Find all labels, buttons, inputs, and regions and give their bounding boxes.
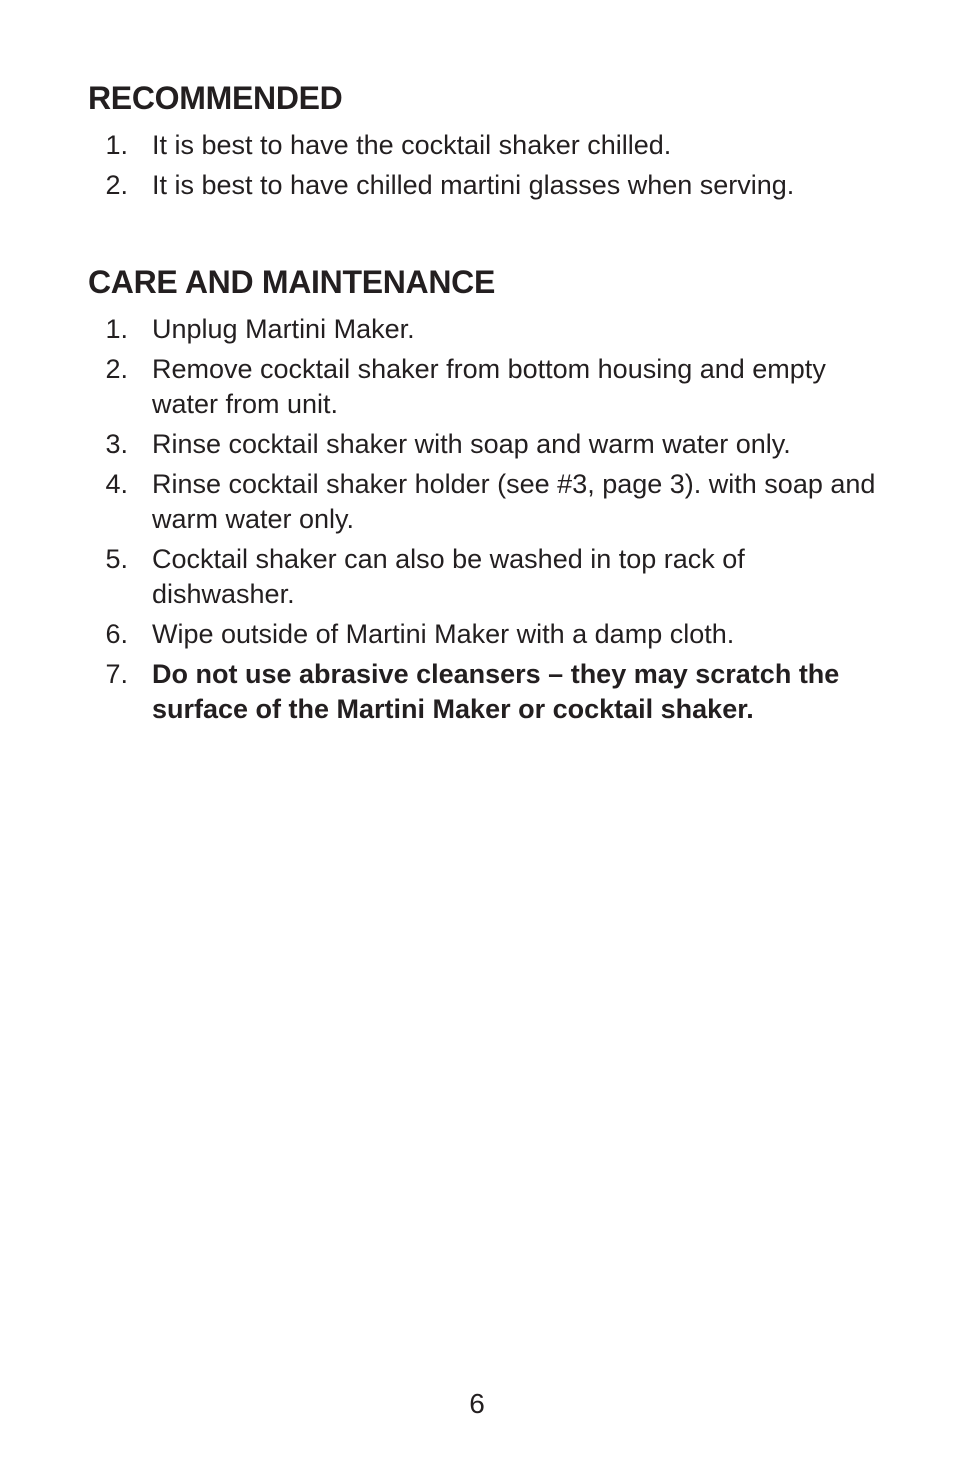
list-item <box>88 427 888 462</box>
list-item <box>88 617 888 652</box>
list-item <box>88 467 888 537</box>
step-number: 6. <box>105 619 128 649</box>
step-text: It is best to have the cocktail shaker chilled. <box>152 130 672 160</box>
recommended-section <box>88 78 888 208</box>
page-number: 6 <box>469 1388 485 1419</box>
list-item <box>88 312 888 347</box>
list-item <box>88 542 888 612</box>
care-maintenance-heading: CARE AND MAINTENANCE <box>88 264 496 300</box>
step-text: Rinse cocktail shaker holder (see #3, page 3). with soap and warm water only. <box>152 469 876 534</box>
step-number: 4. <box>105 469 128 499</box>
step-number: 2. <box>105 354 128 384</box>
step-number: 3. <box>105 429 128 459</box>
step-number: 1. <box>105 314 128 344</box>
recommended-heading: RECOMMENDED <box>88 80 343 116</box>
step-text: Rinse cocktail shaker with soap and warm water only. <box>152 429 791 459</box>
warning-text: Do not use abrasive cleansers – they may scratch the surface of the Martini Maker or cocktail shaker. <box>152 659 840 724</box>
step-text: Wipe outside of Martini Maker with a damp cloth. <box>152 619 735 649</box>
step-text: Remove cocktail shaker from bottom housing and empty water from unit. <box>152 354 826 419</box>
step-text: Unplug Martini Maker. <box>152 314 415 344</box>
list-item <box>88 128 888 163</box>
step-text: Cocktail shaker can also be washed in top rack of dishwasher. <box>152 544 745 609</box>
step-number: 5. <box>105 544 128 574</box>
care-maintenance-list <box>88 312 888 727</box>
step-number: 1. <box>105 130 128 160</box>
care-maintenance-section <box>88 262 888 732</box>
step-number: 7. <box>105 659 128 689</box>
list-item <box>88 168 888 203</box>
list-item-warning <box>88 657 888 727</box>
step-number: 2. <box>105 170 128 200</box>
step-text: It is best to have chilled martini glasses when serving. <box>152 170 795 200</box>
recommended-list <box>88 128 888 203</box>
list-item <box>88 352 888 422</box>
